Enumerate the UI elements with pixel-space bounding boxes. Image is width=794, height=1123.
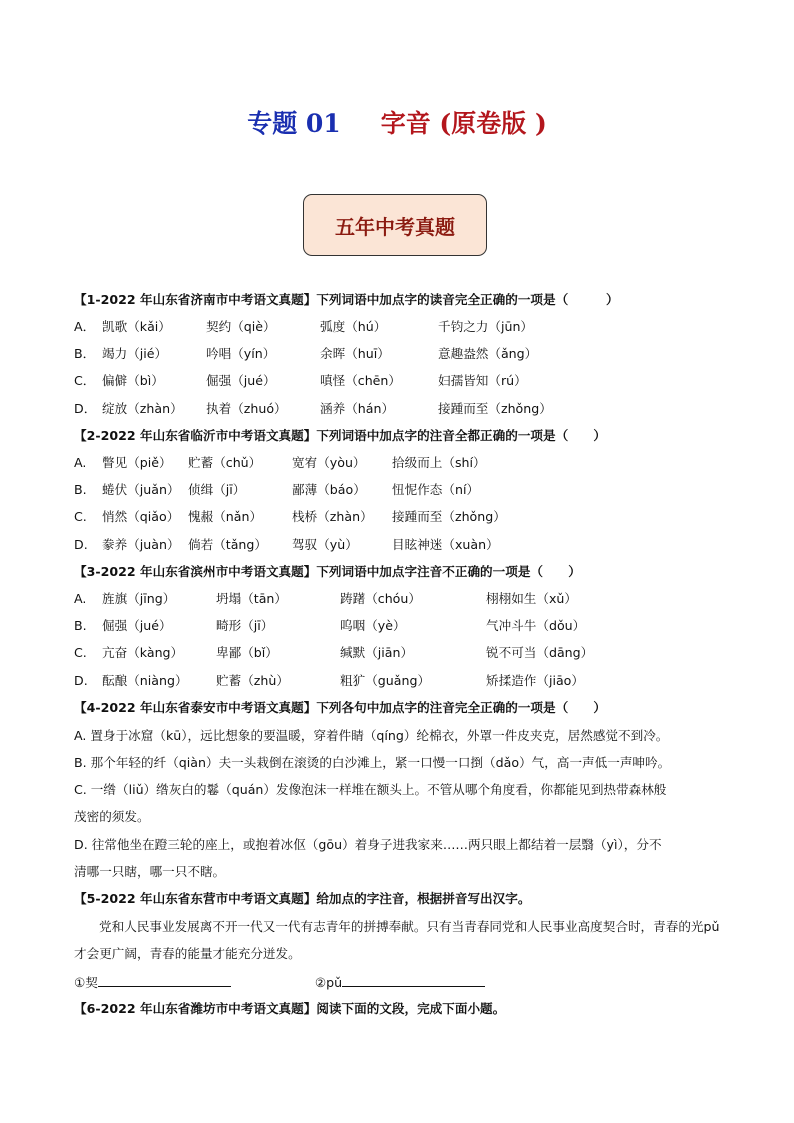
question-3-header: 【3-2022 年山东省滨州市中考语文真题】下列词语中加点字注音不正确的一项是（ ） [74,564,581,579]
question-4-header: 【4-2022 年山东省泰安市中考语文真题】下列各句中加点字的注音完全正确的一项是（ ） [74,700,606,715]
question-1-option-d: D． 绽放（zhàn） 执着（zhuó） 涵养（hán） 接踵而至（zhǒng） [74,401,552,416]
blank-2-label: ②pǔ [314,975,343,990]
question-1-option-c: C． 偏僻（bì） 倔强（jué） 嗔怪（chēn） 妇孺皆知（rú） [74,373,527,388]
question-5-passage: 党和人民事业发展离不开一代又一代有志青年的拼搏奉献。只有当青春同党和人民事业高度契合时，青春的光pǔ才会更广阔，青春的能量才能充分迸发。 [74,919,720,961]
question-4-option-b: B. 那个年轻的纤（qiàn）夫一头栽倒在滚烫的白沙滩上，紧一口慢一口捯（dǎo）气，高一声低一声呻吟。 [74,755,671,770]
question-1-option-b: B． 竭力（jié） 吟唱（yín） 余晖（huī） 意趣盎然（ǎng） [74,346,538,361]
question-3-option-b: B. 倔强（jué） 畸形（jī） 呜咽（yè） 气冲斗牛（dǒu） [74,618,586,633]
title-version: (原卷版 ) [439,109,547,138]
blank-1-line[interactable] [98,972,231,987]
question-4-option-c: C. 一绺（liǔ）绺灰白的鬈（quán）发像泡沫一样堆在额头上。不管从哪个角度看，你都能见到热带森林般 [74,782,667,797]
question-5-answer-blanks [74,972,485,992]
blank-1-label: ①契 [74,975,98,990]
question-4-option-d-cont: 清哪一只瞎，哪一只不瞎。 [74,864,226,879]
blank-2-line[interactable] [342,972,485,987]
question-1-header: 【1-2022 年山东省济南市中考语文真题】下列词语中加点字的读音完全正确的一项是（ ） [74,292,619,307]
question-3-option-d: D. 酝酿（niàng） 贮蓄（zhù） 粗犷（guǎng） 矫揉造作（jiāo） [74,673,584,688]
question-1-option-a: A． 凯歌（kǎi） 契约（qiè） 弧度（hú） 千钧之力（jūn） [74,319,534,334]
title-topic: 字音 [380,109,431,138]
question-4-option-c-cont: 茂密的须发。 [74,809,150,824]
question-3-option-a: A. 旌旗（jīng） 坍塌（tān） 踌躇（chóu） 栩栩如生（xǔ） [74,591,577,606]
question-2-header: 【2-2022 年山东省临沂市中考语文真题】下列词语中加点字的注音全都正确的一项是（ ） [74,428,606,443]
title-topic-number: 专题 01 [247,109,341,138]
question-6-header: 【6-2022 年山东省潍坊市中考语文真题】阅读下面的文段，完成下面小题。 [74,1001,506,1016]
question-5-header: 【5-2022 年山东省东营市中考语文真题】给加点的字注音，根据拼音写出汉字。 [74,891,531,906]
question-4-option-a: A. 置身于冰窟（kū），远比想象的要温暖，穿着件睛（qíng）纶棉衣，外罩一件皮夹克，居然感觉不到冷。 [74,728,669,743]
question-2-option-c: C. 悄然（qiǎo） 愧赧（nǎn） 栈桥（zhàn） 接踵而至（zhǒng） [74,509,506,524]
question-4-option-d: D. 往常他坐在蹬三轮的座上，或抱着冰伛（gōu）着身子进我家来……两只眼上都结着一层翳（yì），分不 [74,837,662,852]
question-2-option-d: D. 豢养（juàn） 倘若（tǎng） 驾驭（yù） 目眩神迷（xuàn） [74,537,499,552]
question-2-option-b: B. 蜷伏（juǎn） 侦缉（jī） 鄙薄（báo） 忸怩作态（ní） [74,482,480,497]
question-2-option-a: A. 瞥见（piě） 贮蓄（chǔ） 宽宥（yòu） 拾级而上（shí） [74,455,486,470]
section-badge: 五年中考真题 [303,194,487,256]
page-title [0,104,794,140]
question-3-option-c: C. 亢奋（kàng） 卑鄙（bǐ） 缄默（jiān） 锐不可当（dāng） [74,645,594,660]
